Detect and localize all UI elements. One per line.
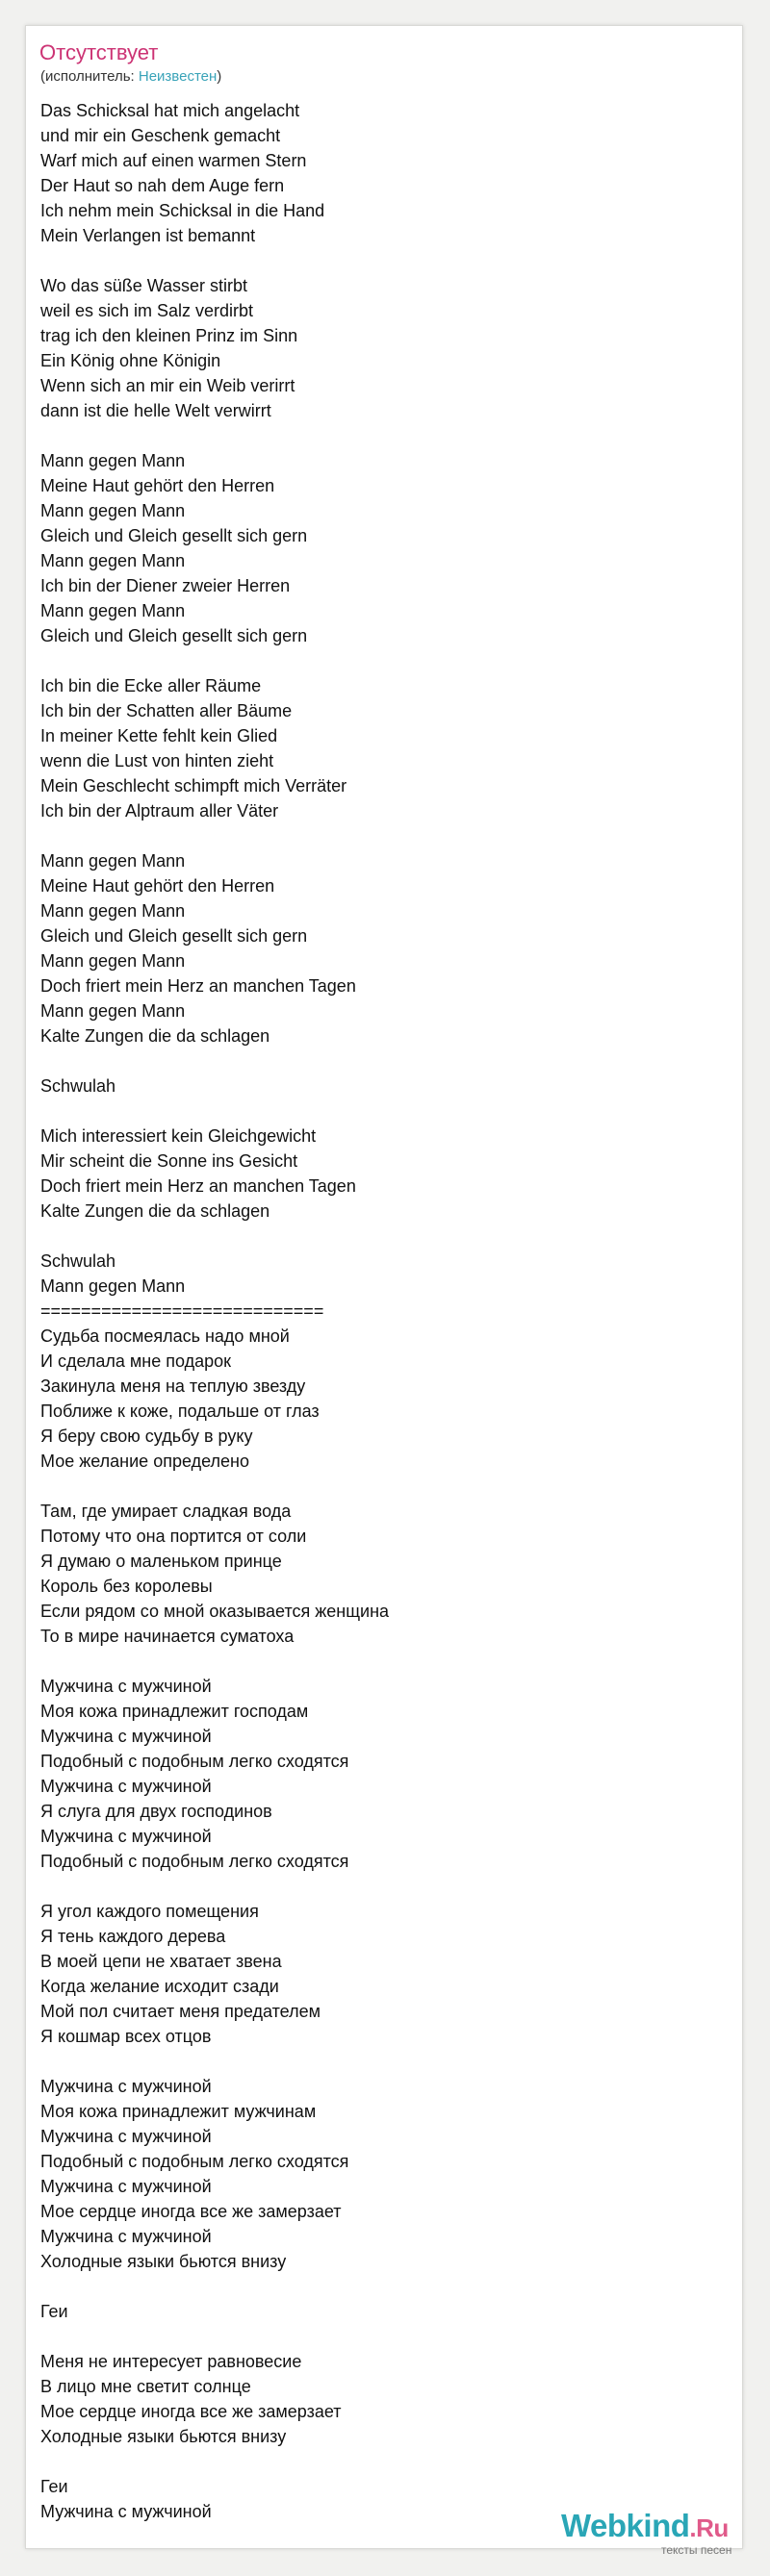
lyric-line: und mir ein Geschenk gemacht [40,126,281,145]
lyric-line: Mann gegen Mann [40,851,186,871]
lyric-line: Mein Verlangen ist bemannt [40,226,256,245]
lyric-line: Я слуга для двух господинов [40,1802,272,1821]
lyric-line: Mann gegen Mann [40,1001,186,1021]
lyric-line: Мужчина с мужчиной [40,1727,212,1746]
lyric-line: Поближе к коже, подальше от глаз [40,1402,320,1421]
lyric-line: Меня не интересует равновесие [40,2352,302,2371]
lyric-line: Мужчина с мужчиной [40,2227,212,2246]
lyric-line: Мужчина с мужчиной [40,2177,212,2196]
lyric-line: Мужчина с мужчиной [40,1777,212,1796]
lyric-line: Король без королевы [40,1577,213,1596]
artist-link[interactable]: Неизвестен [138,68,218,85]
lyric-line: Геи [40,2302,68,2321]
artist-suffix: ) [217,68,222,85]
lyric-line: Mann gegen Mann [40,551,186,570]
lyric-line: В лицо мне светит солнце [40,2377,251,2396]
lyric-line: Моя кожа принадлежит господам [40,1702,309,1721]
lyric-line [40,823,389,848]
lyric-line: То в мире начинается суматоха [40,1627,295,1646]
lyric-line: trag ich den kleinen Prinz im Sinn [40,326,298,345]
lyric-line: Мое сердце иногда все же замерзает [40,2402,342,2421]
lyric-line: Mann gegen Mann [40,501,186,520]
lyric-line: Gleich und Gleich gesellt sich gern [40,526,308,545]
lyric-line: Ich bin die Ecke aller Räume [40,676,262,695]
lyric-line: Kalte Zungen die da schlagen [40,1026,270,1046]
lyric-line: Мужчина с мужчиной [40,2127,212,2146]
lyric-line [40,2324,389,2349]
lyric-line [40,248,389,273]
lyric-line: Когда желание исходит сзади [40,1977,279,1996]
lyric-line: В моей цепи не хватает звена [40,1952,282,1971]
lyric-line: Meine Haut gehört den Herren [40,876,275,896]
lyric-line: Schwulah [40,1076,116,1096]
logo-tld: .Ru [689,2513,729,2542]
lyric-line: Моя кожа принадлежит мужчинам [40,2102,317,2121]
lyric-line: Закинула меня на теплую звезду [40,1376,306,1396]
lyric-line: Mich interessiert kein Gleichgewicht [40,1126,317,1146]
lyric-line: Ich bin der Alptraum aller Väter [40,801,279,821]
lyric-line: Kalte Zungen die da schlagen [40,1201,270,1221]
lyric-line: Я тень каждого дерева [40,1927,226,1946]
lyric-line: Если рядом со мной оказывается женщина [40,1602,390,1621]
lyric-line: Mann gegen Mann [40,901,186,921]
lyric-line: Meine Haut gehört den Herren [40,476,275,495]
lyric-line: Мое сердце иногда все же замерзает [40,2202,342,2221]
lyric-line: Холодные языки бьются внизу [40,2252,287,2271]
lyric-line: Doch friert mein Herz an manchen Tagen [40,1176,356,1196]
lyric-line: Мужчина с мужчиной [40,2502,212,2521]
artist-line [40,68,221,86]
lyric-line [40,1099,389,1124]
lyric-line: Mann gegen Mann [40,451,186,470]
lyric-line: Ich nehm mein Schicksal in die Hand [40,201,325,220]
lyric-line: weil es sich im Salz verdirbt [40,301,254,320]
lyric-line: Mann gegen Mann [40,951,186,971]
lyric-line [40,1224,389,1249]
lyric-line: Gleich und Gleich gesellt sich gern [40,926,308,946]
lyric-line: Мужчина с мужчиной [40,1827,212,1846]
lyric-line: Потому что она портится от соли [40,1527,307,1546]
lyric-line: ============================ [40,1301,324,1321]
lyric-line: Ich bin der Diener zweier Herren [40,576,291,595]
lyric-line: И сделала мне подарок [40,1351,231,1371]
lyric-line: Я кошмар всех отцов [40,2027,212,2046]
lyric-line: Мужчина с мужчиной [40,2077,212,2096]
logo-name: Webkind [561,2508,690,2543]
lyric-line: Холодные языки бьются внизу [40,2427,287,2446]
lyric-line: Schwulah [40,1251,116,1271]
lyric-line: Ich bin der Schatten aller Bäume [40,701,293,720]
lyrics-text [40,98,389,2524]
lyric-line: Warf mich auf einen warmen Stern [40,151,307,170]
song-title: Отсутствует [39,40,159,64]
lyric-line: Подобный с подобным легко сходятся [40,1752,349,1771]
lyric-line: Gleich und Gleich gesellt sich gern [40,626,308,645]
lyric-line [40,423,389,448]
lyric-line: Mein Geschlecht schimpft mich Verräter [40,776,347,796]
lyric-line: Геи [40,2477,68,2496]
lyric-line: Wo das süße Wasser stirbt [40,276,248,295]
lyric-line: Ein König ohne Königin [40,351,221,370]
lyric-line [40,1048,389,1073]
lyric-line [40,2449,389,2474]
lyric-line: Я думаю о маленьком принце [40,1552,282,1571]
lyric-line [40,2274,389,2299]
lyric-line: Судьба посмеялась надо мной [40,1326,290,1346]
lyric-line: Der Haut so nah dem Auge fern [40,176,285,195]
lyric-line: Mann gegen Mann [40,601,186,620]
logo-wordmark [561,2509,729,2545]
lyric-line: Mann gegen Mann [40,1276,186,1296]
lyric-line [40,1649,389,1674]
lyric-line: Подобный с подобным легко сходятся [40,2152,349,2171]
lyric-line: In meiner Kette fehlt kein Glied [40,726,278,745]
lyric-line: Там, где умирает сладкая вода [40,1502,292,1521]
lyric-line: Мой пол считает меня предателем [40,2002,321,2021]
lyric-line [40,648,389,673]
lyric-line: Подобный с подобным легко сходятся [40,1852,349,1871]
logo-tagline: тексты песен [661,2543,732,2557]
lyric-line: Я угол каждого помещения [40,1902,259,1921]
lyric-line: dann ist die helle Welt verwirrt [40,401,271,420]
lyric-line: Doch friert mein Herz an manchen Tagen [40,976,356,996]
lyric-line: Mir scheint die Sonne ins Gesicht [40,1151,298,1171]
lyric-line: Wenn sich an mir ein Weib verirrt [40,376,295,395]
artist-prefix: (исполнитель: [40,68,139,85]
lyric-line: Мужчина с мужчиной [40,1677,212,1696]
lyric-line [40,2049,389,2074]
lyric-line [40,1874,389,1899]
lyric-line: wenn die Lust von hinten zieht [40,751,274,770]
webkind-logo[interactable] [561,2509,744,2566]
lyric-line: Мое желание определено [40,1452,249,1471]
lyric-line: Das Schicksal hat mich angelacht [40,101,300,120]
lyric-line [40,1474,389,1499]
lyric-line: Я беру свою судьбу в руку [40,1427,253,1446]
